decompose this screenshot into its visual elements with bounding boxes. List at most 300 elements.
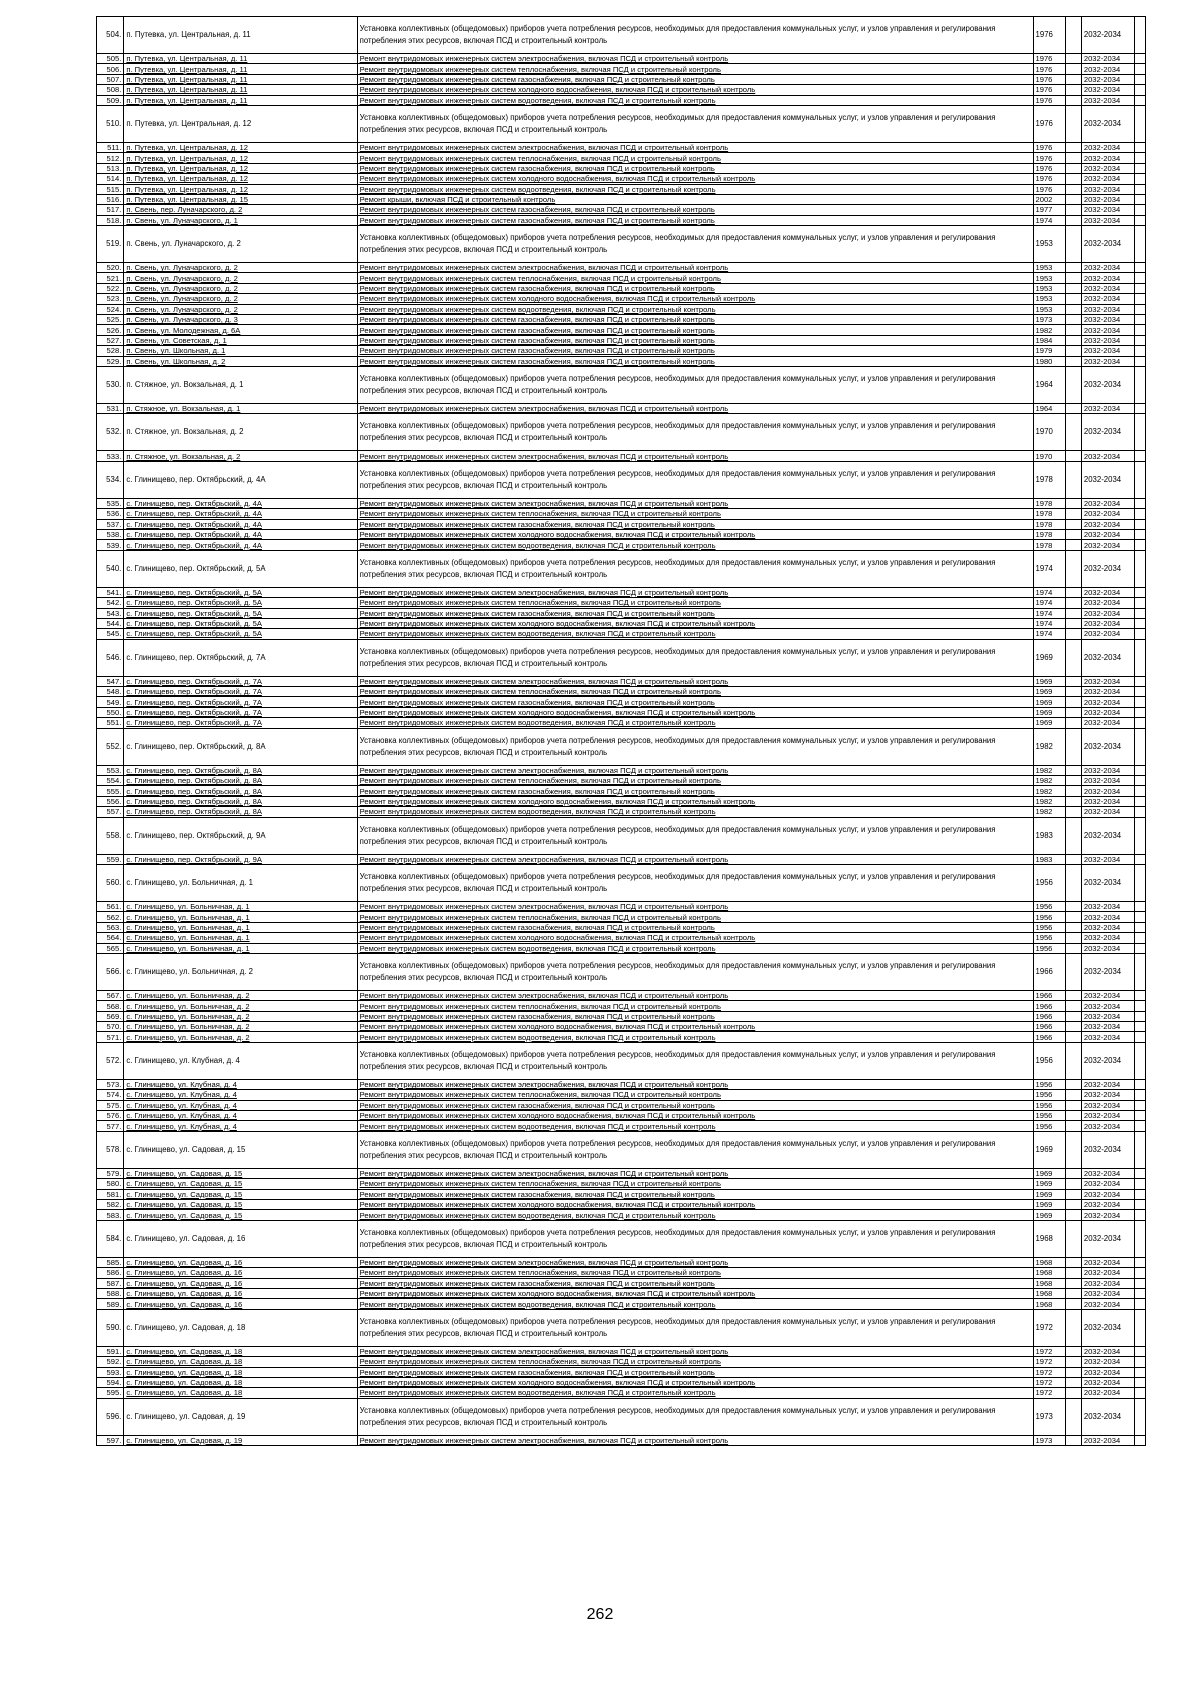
work-type-cell: Ремонт внутридомовых инженерных систем теплоснабжения, включая ПСД и строительный контроль	[357, 1268, 1033, 1278]
empty-cell	[1135, 1100, 1146, 1110]
work-type-cell: Установка коллективных (общедомовых) приборов учета потребления ресурсов, необходимых для предоставления коммунальных услуг, и узлов управления и регулирования потребления этих ресурсов, включая ПСД и строительный контроль	[357, 1042, 1033, 1079]
empty-cell	[1066, 414, 1082, 451]
work-type-cell: Ремонт внутридомовых инженерных систем теплоснабжения, включая ПСД и строительный контроль	[357, 776, 1033, 786]
empty-cell	[1135, 509, 1146, 519]
empty-cell	[1135, 1278, 1146, 1288]
construction-year-cell: 1973	[1033, 315, 1066, 325]
address-cell: п. Стяжное, ул. Вокзальная, д. 2	[124, 451, 357, 461]
work-type-cell: Ремонт внутридомовых инженерных систем теплоснабжения, включая ПСД и строительный контроль	[357, 1001, 1033, 1011]
table-row	[97, 953, 1146, 990]
address-cell: с. Глинищево, пер. Октябрьский, д. 4А	[124, 529, 357, 539]
address-cell: с. Глинищево, ул. Больничная, д. 1	[124, 901, 357, 911]
construction-year-cell: 1976	[1033, 74, 1066, 84]
table-row	[97, 1022, 1146, 1032]
construction-year-cell: 1978	[1033, 461, 1066, 498]
table-row	[97, 414, 1146, 451]
construction-year-cell: 1973	[1033, 1398, 1066, 1435]
empty-cell	[1135, 1299, 1146, 1309]
table-row	[97, 54, 1146, 64]
construction-year-cell: 1966	[1033, 1032, 1066, 1042]
repair-schedule-table	[96, 16, 1146, 1446]
construction-year-cell: 1972	[1033, 1357, 1066, 1367]
empty-cell	[1135, 807, 1146, 817]
table-row	[97, 509, 1146, 519]
address-cell: с. Глинищево, ул. Клубная, д. 4	[124, 1111, 357, 1121]
row-number-cell: 507.	[97, 74, 124, 84]
construction-year-cell: 1974	[1033, 598, 1066, 608]
repair-period-cell: 2032-2034	[1081, 509, 1135, 519]
construction-year-cell: 1972	[1033, 1377, 1066, 1387]
empty-cell	[1135, 707, 1146, 717]
construction-year-cell: 1970	[1033, 451, 1066, 461]
empty-cell	[1066, 163, 1082, 173]
empty-cell	[1066, 1367, 1082, 1377]
work-type-cell: Установка коллективных (общедомовых) приборов учета потребления ресурсов, необходимых для предоставления коммунальных услуг, и узлов управления и регулирования потребления этих ресурсов, включая ПСД и строительный контроль	[357, 1398, 1033, 1435]
empty-cell	[1135, 461, 1146, 498]
construction-year-cell: 1956	[1033, 1090, 1066, 1100]
table-row	[97, 1288, 1146, 1298]
work-type-cell: Ремонт внутридомовых инженерных систем газоснабжения, включая ПСД и строительный контроль	[357, 1278, 1033, 1288]
construction-year-cell: 1984	[1033, 335, 1066, 345]
empty-cell	[1066, 1210, 1082, 1220]
construction-year-cell: 1978	[1033, 519, 1066, 529]
table-row	[97, 540, 1146, 550]
work-type-cell: Ремонт внутридомовых инженерных систем водоотведения, включая ПСД и строительный контроль	[357, 1388, 1033, 1398]
empty-cell	[1135, 901, 1146, 911]
work-type-cell: Ремонт внутридомовых инженерных систем водоотведения, включая ПСД и строительный контроль	[357, 807, 1033, 817]
work-type-cell: Ремонт внутридомовых инженерных систем электроснабжения, включая ПСД и строительный контроль	[357, 1079, 1033, 1089]
table-row	[97, 912, 1146, 922]
empty-cell	[1135, 796, 1146, 806]
work-type-cell: Установка коллективных (общедомовых) приборов учета потребления ресурсов, необходимых для предоставления коммунальных услуг, и узлов управления и регулирования потребления этих ресурсов, включая ПСД и строительный контроль	[357, 817, 1033, 854]
table-row	[97, 1257, 1146, 1267]
address-cell: с. Глинищево, пер. Октябрьский, д. 5А	[124, 629, 357, 639]
empty-cell	[1135, 1131, 1146, 1168]
construction-year-cell: 1964	[1033, 366, 1066, 403]
address-cell: п. Свень, ул. Луначарского, д. 2	[124, 263, 357, 273]
repair-period-cell: 2032-2034	[1081, 54, 1135, 64]
empty-cell	[1135, 765, 1146, 775]
table-row	[97, 765, 1146, 775]
table-row	[97, 1299, 1146, 1309]
construction-year-cell: 1973	[1033, 1435, 1066, 1445]
construction-year-cell: 1956	[1033, 922, 1066, 932]
empty-cell	[1135, 1220, 1146, 1257]
empty-cell	[1066, 1435, 1082, 1445]
address-cell: с. Глинищево, ул. Садовая, д. 15	[124, 1168, 357, 1178]
empty-cell	[1066, 1011, 1082, 1021]
address-cell: с. Глинищево, пер. Октябрьский, д. 7А	[124, 718, 357, 728]
work-type-cell: Ремонт внутридомовых инженерных систем холодного водоснабжения, включая ПСД и строительный контроль	[357, 1022, 1033, 1032]
construction-year-cell: 1976	[1033, 54, 1066, 64]
table-row	[97, 639, 1146, 676]
empty-cell	[1066, 598, 1082, 608]
work-type-cell: Ремонт внутридомовых инженерных систем электроснабжения, включая ПСД и строительный контроль	[357, 990, 1033, 1000]
address-cell: п. Путевка, ул. Центральная, д. 15	[124, 194, 357, 204]
construction-year-cell: 1976	[1033, 64, 1066, 74]
empty-cell	[1135, 1001, 1146, 1011]
repair-period-cell: 2032-2034	[1081, 85, 1135, 95]
empty-cell	[1135, 414, 1146, 451]
address-cell: п. Свень, пер. Луначарского, д. 2	[124, 205, 357, 215]
repair-period-cell: 2032-2034	[1081, 498, 1135, 508]
empty-cell	[1135, 346, 1146, 356]
repair-period-cell: 2032-2034	[1081, 598, 1135, 608]
table-row	[97, 95, 1146, 105]
empty-cell	[1135, 1257, 1146, 1267]
empty-cell	[1066, 1288, 1082, 1298]
work-type-cell: Ремонт внутридомовых инженерных систем водоотведения, включая ПСД и строительный контроль	[357, 718, 1033, 728]
construction-year-cell: 1969	[1033, 687, 1066, 697]
empty-cell	[1066, 17, 1082, 54]
empty-cell	[1135, 990, 1146, 1000]
table-row	[97, 1131, 1146, 1168]
empty-cell	[1135, 294, 1146, 304]
work-type-cell: Ремонт внутридомовых инженерных систем электроснабжения, включая ПСД и строительный контроль	[357, 1346, 1033, 1356]
construction-year-cell: 1982	[1033, 796, 1066, 806]
construction-year-cell: 1979	[1033, 346, 1066, 356]
address-cell: п. Путевка, ул. Центральная, д. 11	[124, 95, 357, 105]
work-type-cell: Ремонт внутридомовых инженерных систем электроснабжения, включая ПСД и строительный контроль	[357, 403, 1033, 413]
empty-cell	[1135, 1079, 1146, 1089]
work-type-cell: Ремонт внутридомовых инженерных систем газоснабжения, включая ПСД и строительный контроль	[357, 786, 1033, 796]
work-type-cell: Ремонт внутридомовых инженерных систем газоснабжения, включая ПСД и строительный контроль	[357, 346, 1033, 356]
repair-period-cell: 2032-2034	[1081, 676, 1135, 686]
row-number-cell: 574.	[97, 1090, 124, 1100]
table-row	[97, 304, 1146, 314]
row-number-cell: 587.	[97, 1278, 124, 1288]
work-type-cell: Установка коллективных (общедомовых) приборов учета потребления ресурсов, необходимых для предоставления коммунальных услуг, и узлов управления и регулирования потребления этих ресурсов, включая ПСД и строительный контроль	[357, 639, 1033, 676]
row-number-cell: 581.	[97, 1189, 124, 1199]
work-type-cell: Ремонт внутридомовых инженерных систем водоотведения, включая ПСД и строительный контроль	[357, 1032, 1033, 1042]
work-type-cell: Ремонт внутридомовых инженерных систем электроснабжения, включая ПСД и строительный контроль	[357, 142, 1033, 152]
construction-year-cell: 1976	[1033, 95, 1066, 105]
repair-period-cell: 2032-2034	[1081, 226, 1135, 263]
row-number-cell: 596.	[97, 1398, 124, 1435]
table-row	[97, 1079, 1146, 1089]
repair-period-cell: 2032-2034	[1081, 707, 1135, 717]
empty-cell	[1066, 451, 1082, 461]
address-cell: с. Глинищево, ул. Клубная, д. 4	[124, 1042, 357, 1079]
empty-cell	[1135, 356, 1146, 366]
empty-cell	[1066, 194, 1082, 204]
repair-period-cell: 2032-2034	[1081, 1189, 1135, 1199]
empty-cell	[1135, 17, 1146, 54]
empty-cell	[1135, 786, 1146, 796]
address-cell: с. Глинищево, ул. Садовая, д. 15	[124, 1179, 357, 1189]
empty-cell	[1135, 1179, 1146, 1189]
address-cell: п. Путевка, ул. Центральная, д. 11	[124, 54, 357, 64]
row-number-cell: 514.	[97, 174, 124, 184]
row-number-cell: 535.	[97, 498, 124, 508]
empty-cell	[1135, 335, 1146, 345]
empty-cell	[1066, 707, 1082, 717]
empty-cell	[1066, 403, 1082, 413]
empty-cell	[1135, 366, 1146, 403]
construction-year-cell: 1969	[1033, 1179, 1066, 1189]
work-type-cell: Ремонт внутридомовых инженерных систем электроснабжения, включая ПСД и строительный контроль	[357, 263, 1033, 273]
repair-period-cell: 2032-2034	[1081, 776, 1135, 786]
table-row	[97, 356, 1146, 366]
table-row	[97, 194, 1146, 204]
construction-year-cell: 1969	[1033, 1210, 1066, 1220]
table-row	[97, 85, 1146, 95]
table-row	[97, 498, 1146, 508]
empty-cell	[1066, 1278, 1082, 1288]
address-cell: с. Глинищево, ул. Больничная, д. 1	[124, 943, 357, 953]
construction-year-cell: 1980	[1033, 356, 1066, 366]
repair-period-cell: 2032-2034	[1081, 315, 1135, 325]
construction-year-cell: 1976	[1033, 85, 1066, 95]
work-type-cell: Ремонт внутридомовых инженерных систем газоснабжения, включая ПСД и строительный контроль	[357, 1367, 1033, 1377]
empty-cell	[1066, 1121, 1082, 1131]
address-cell: п. Свень, ул. Луначарского, д. 2	[124, 273, 357, 283]
work-type-cell: Ремонт внутридомовых инженерных систем газоснабжения, включая ПСД и строительный контроль	[357, 922, 1033, 932]
table-row	[97, 1268, 1146, 1278]
row-number-cell: 568.	[97, 1001, 124, 1011]
table-row	[97, 283, 1146, 293]
empty-cell	[1135, 1200, 1146, 1210]
empty-cell	[1066, 1079, 1082, 1089]
repair-period-cell: 2032-2034	[1081, 1079, 1135, 1089]
row-number-cell: 541.	[97, 587, 124, 597]
row-number-cell: 579.	[97, 1168, 124, 1178]
empty-cell	[1135, 1090, 1146, 1100]
address-cell: с. Глинищево, пер. Октябрьский, д. 5А	[124, 598, 357, 608]
repair-period-cell: 2032-2034	[1081, 414, 1135, 451]
construction-year-cell: 1982	[1033, 786, 1066, 796]
repair-period-cell: 2032-2034	[1081, 215, 1135, 225]
empty-cell	[1135, 64, 1146, 74]
address-cell: с. Глинищево, ул. Больничная, д. 2	[124, 1022, 357, 1032]
construction-year-cell: 1969	[1033, 1131, 1066, 1168]
work-type-cell: Ремонт внутридомовых инженерных систем теплоснабжения, включая ПСД и строительный контроль	[357, 273, 1033, 283]
empty-cell	[1066, 105, 1082, 142]
table-row	[97, 1388, 1146, 1398]
repair-period-cell: 2032-2034	[1081, 1268, 1135, 1278]
row-number-cell: 547.	[97, 676, 124, 686]
table-row	[97, 990, 1146, 1000]
construction-year-cell: 1976	[1033, 174, 1066, 184]
address-cell: с. Глинищево, пер. Октябрьский, д. 4А	[124, 498, 357, 508]
row-number-cell: 590.	[97, 1309, 124, 1346]
row-number-cell: 586.	[97, 1268, 124, 1278]
row-number-cell: 560.	[97, 864, 124, 901]
repair-period-cell: 2032-2034	[1081, 403, 1135, 413]
row-number-cell: 584.	[97, 1220, 124, 1257]
empty-cell	[1135, 718, 1146, 728]
construction-year-cell: 1982	[1033, 807, 1066, 817]
work-type-cell: Ремонт внутридомовых инженерных систем холодного водоснабжения, включая ПСД и строительный контроль	[357, 294, 1033, 304]
construction-year-cell: 1978	[1033, 509, 1066, 519]
address-cell: с. Глинищево, ул. Клубная, д. 4	[124, 1090, 357, 1100]
table-row	[97, 1398, 1146, 1435]
empty-cell	[1135, 817, 1146, 854]
row-number-cell: 521.	[97, 273, 124, 283]
address-cell: с. Глинищево, ул. Клубная, д. 4	[124, 1100, 357, 1110]
empty-cell	[1066, 1299, 1082, 1309]
construction-year-cell: 1982	[1033, 765, 1066, 775]
row-number-cell: 526.	[97, 325, 124, 335]
row-number-cell: 571.	[97, 1032, 124, 1042]
table-row	[97, 1090, 1146, 1100]
row-number-cell: 576.	[97, 1111, 124, 1121]
empty-cell	[1135, 676, 1146, 686]
address-cell: п. Путевка, ул. Центральная, д. 11	[124, 17, 357, 54]
row-number-cell: 539.	[97, 540, 124, 550]
address-cell: с. Глинищево, пер. Октябрьский, д. 9А	[124, 817, 357, 854]
empty-cell	[1066, 498, 1082, 508]
construction-year-cell: 1953	[1033, 273, 1066, 283]
table-row	[97, 294, 1146, 304]
row-number-cell: 554.	[97, 776, 124, 786]
construction-year-cell: 2002	[1033, 194, 1066, 204]
row-number-cell: 531.	[97, 403, 124, 413]
table-row	[97, 1435, 1146, 1445]
table-row	[97, 335, 1146, 345]
empty-cell	[1066, 901, 1082, 911]
address-cell: п. Путевка, ул. Центральная, д. 12	[124, 174, 357, 184]
empty-cell	[1066, 796, 1082, 806]
construction-year-cell: 1956	[1033, 1042, 1066, 1079]
repair-period-cell: 2032-2034	[1081, 550, 1135, 587]
table-row	[97, 786, 1146, 796]
work-type-cell: Ремонт внутридомовых инженерных систем водоотведения, включая ПСД и строительный контроль	[357, 184, 1033, 194]
repair-period-cell: 2032-2034	[1081, 273, 1135, 283]
empty-cell	[1066, 1189, 1082, 1199]
address-cell: с. Глинищево, ул. Садовая, д. 15	[124, 1131, 357, 1168]
repair-period-cell: 2032-2034	[1081, 184, 1135, 194]
table-row	[97, 776, 1146, 786]
table-row	[97, 1367, 1146, 1377]
address-cell: п. Путевка, ул. Центральная, д. 12	[124, 142, 357, 152]
table-row	[97, 608, 1146, 618]
repair-period-cell: 2032-2034	[1081, 1200, 1135, 1210]
table-row	[97, 1168, 1146, 1178]
empty-cell	[1135, 1309, 1146, 1346]
row-number-cell: 550.	[97, 707, 124, 717]
empty-cell	[1066, 922, 1082, 932]
empty-cell	[1135, 598, 1146, 608]
address-cell: с. Глинищево, пер. Октябрьский, д. 8А	[124, 786, 357, 796]
address-cell: п. Свень, ул. Советская, д. 1	[124, 335, 357, 345]
address-cell: п. Свень, ул. Луначарского, д. 2	[124, 226, 357, 263]
row-number-cell: 545.	[97, 629, 124, 639]
empty-cell	[1135, 1121, 1146, 1131]
repair-period-cell: 2032-2034	[1081, 1309, 1135, 1346]
table-row	[97, 1220, 1146, 1257]
work-type-cell: Ремонт внутридомовых инженерных систем газоснабжения, включая ПСД и строительный контроль	[357, 205, 1033, 215]
empty-cell	[1066, 817, 1082, 854]
empty-cell	[1135, 304, 1146, 314]
empty-cell	[1066, 315, 1082, 325]
empty-cell	[1066, 273, 1082, 283]
empty-cell	[1135, 1398, 1146, 1435]
address-cell: п. Свень, ул. Луначарского, д. 2	[124, 283, 357, 293]
empty-cell	[1135, 687, 1146, 697]
empty-cell	[1066, 1168, 1082, 1178]
empty-cell	[1135, 912, 1146, 922]
repair-period-cell: 2032-2034	[1081, 1299, 1135, 1309]
empty-cell	[1066, 550, 1082, 587]
empty-cell	[1135, 1032, 1146, 1042]
construction-year-cell: 1968	[1033, 1268, 1066, 1278]
row-number-cell: 572.	[97, 1042, 124, 1079]
table-row	[97, 17, 1146, 54]
construction-year-cell: 1976	[1033, 17, 1066, 54]
empty-cell	[1066, 776, 1082, 786]
row-number-cell: 549.	[97, 697, 124, 707]
empty-cell	[1066, 356, 1082, 366]
empty-cell	[1066, 95, 1082, 105]
table-row	[97, 1042, 1146, 1079]
work-type-cell: Ремонт внутридомовых инженерных систем электроснабжения, включая ПСД и строительный контроль	[357, 1435, 1033, 1445]
row-number-cell: 536.	[97, 509, 124, 519]
address-cell: с. Глинищево, пер. Октябрьский, д. 5А	[124, 550, 357, 587]
construction-year-cell: 1966	[1033, 1011, 1066, 1021]
repair-period-cell: 2032-2034	[1081, 1288, 1135, 1298]
work-type-cell: Ремонт внутридомовых инженерных систем теплоснабжения, включая ПСД и строительный контроль	[357, 64, 1033, 74]
repair-period-cell: 2032-2034	[1081, 933, 1135, 943]
row-number-cell: 577.	[97, 1121, 124, 1131]
work-type-cell: Установка коллективных (общедомовых) приборов учета потребления ресурсов, необходимых для предоставления коммунальных услуг, и узлов управления и регулирования потребления этих ресурсов, включая ПСД и строительный контроль	[357, 1131, 1033, 1168]
repair-period-cell: 2032-2034	[1081, 587, 1135, 597]
address-cell: с. Глинищево, ул. Больничная, д. 2	[124, 1032, 357, 1042]
address-cell: с. Глинищево, ул. Садовая, д. 16	[124, 1288, 357, 1298]
work-type-cell: Ремонт внутридомовых инженерных систем холодного водоснабжения, включая ПСД и строительный контроль	[357, 174, 1033, 184]
table-row	[97, 315, 1146, 325]
construction-year-cell: 1969	[1033, 1200, 1066, 1210]
address-cell: с. Глинищево, ул. Садовая, д. 15	[124, 1210, 357, 1220]
repair-period-cell: 2032-2034	[1081, 1022, 1135, 1032]
repair-period-cell: 2032-2034	[1081, 817, 1135, 854]
empty-cell	[1135, 864, 1146, 901]
empty-cell	[1066, 461, 1082, 498]
empty-cell	[1135, 105, 1146, 142]
empty-cell	[1135, 498, 1146, 508]
empty-cell	[1066, 1090, 1082, 1100]
construction-year-cell: 1968	[1033, 1257, 1066, 1267]
construction-year-cell: 1969	[1033, 639, 1066, 676]
address-cell: с. Глинищево, ул. Садовая, д. 18	[124, 1346, 357, 1356]
address-cell: с. Глинищево, ул. Садовая, д. 18	[124, 1367, 357, 1377]
repair-period-cell: 2032-2034	[1081, 366, 1135, 403]
row-number-cell: 592.	[97, 1357, 124, 1367]
empty-cell	[1066, 529, 1082, 539]
work-type-cell: Ремонт внутридомовых инженерных систем водоотведения, включая ПСД и строительный контроль	[357, 1121, 1033, 1131]
construction-year-cell: 1972	[1033, 1388, 1066, 1398]
construction-year-cell: 1964	[1033, 403, 1066, 413]
table-row	[97, 215, 1146, 225]
row-number-cell: 559.	[97, 854, 124, 864]
repair-period-cell: 2032-2034	[1081, 1111, 1135, 1121]
address-cell: с. Глинищево, пер. Октябрьский, д. 8А	[124, 728, 357, 765]
empty-cell	[1135, 54, 1146, 64]
work-type-cell: Установка коллективных (общедомовых) приборов учета потребления ресурсов, необходимых для предоставления коммунальных услуг, и узлов управления и регулирования потребления этих ресурсов, включая ПСД и строительный контроль	[357, 17, 1033, 54]
row-number-cell: 583.	[97, 1210, 124, 1220]
row-number-cell: 542.	[97, 598, 124, 608]
repair-period-cell: 2032-2034	[1081, 1257, 1135, 1267]
construction-year-cell: 1977	[1033, 205, 1066, 215]
row-number-cell: 552.	[97, 728, 124, 765]
construction-year-cell: 1982	[1033, 325, 1066, 335]
construction-year-cell: 1976	[1033, 184, 1066, 194]
repair-period-cell: 2032-2034	[1081, 1032, 1135, 1042]
construction-year-cell: 1968	[1033, 1220, 1066, 1257]
empty-cell	[1066, 325, 1082, 335]
empty-cell	[1066, 174, 1082, 184]
empty-cell	[1135, 273, 1146, 283]
